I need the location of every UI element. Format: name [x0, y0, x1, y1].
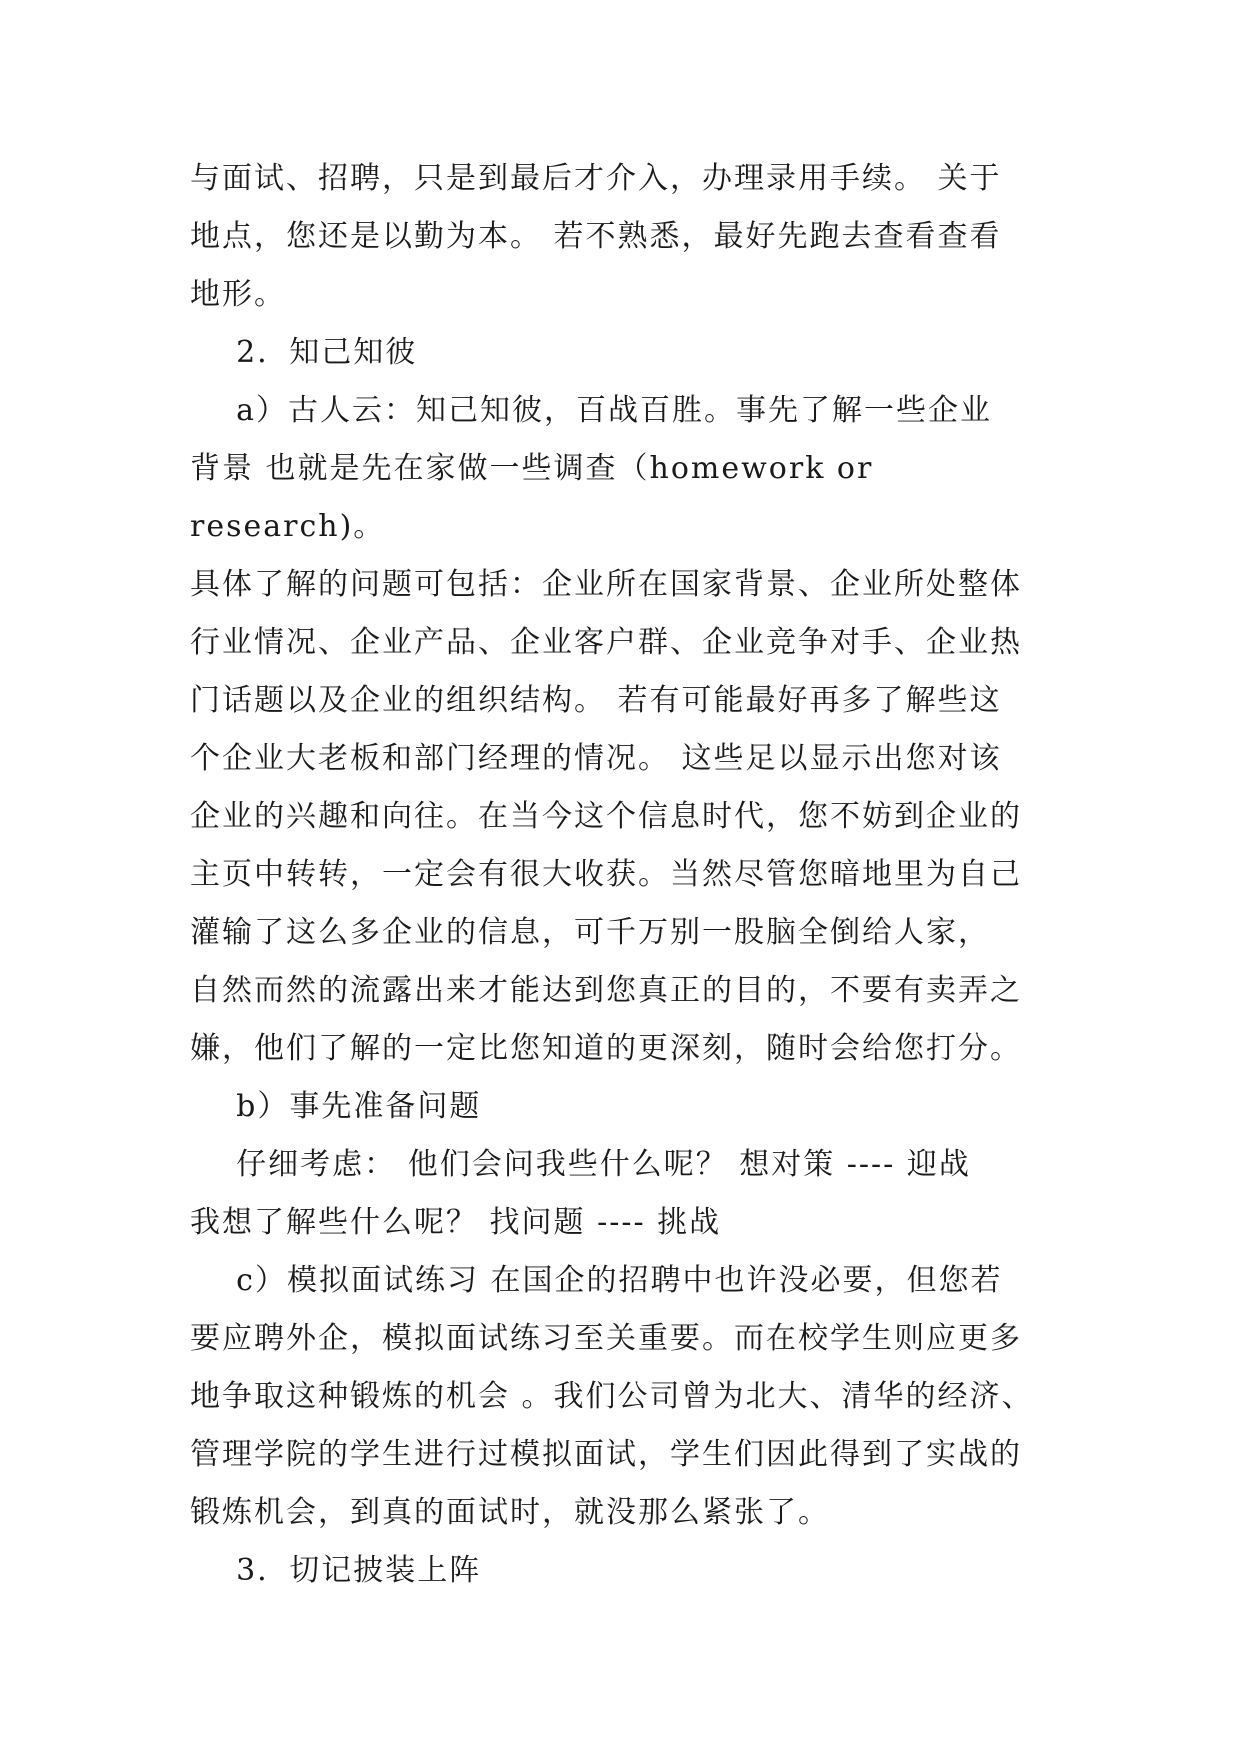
text-line: 我想了解些什么呢？ 找问题 ---- 挑战	[190, 1205, 722, 1240]
text-line: c）模拟面试练习 在国企的招聘中也许没必要，但您若	[190, 1263, 1003, 1298]
text-line: 地点，您还是以勤为本。 若不熟悉，最好先跑去查看查看	[190, 219, 1002, 254]
subsection-heading: b）事先准备问题	[190, 1089, 482, 1124]
text-line: 自然而然的流露出来才能达到您真正的目的，不要有卖弄之	[190, 973, 1022, 1008]
text-line: 企业的兴趣和向往。在当今这个信息时代，您不妨到企业的	[190, 799, 1022, 834]
document-body	[190, 150, 1070, 1600]
text-line: 管理学院的学生进行过模拟面试，学生们因此得到了实战的	[190, 1437, 1022, 1472]
section-heading: 3．切记披装上阵	[190, 1553, 482, 1588]
text-line: 仔细考虑： 他们会问我些什么呢？ 想对策 ---- 迎战	[190, 1147, 971, 1182]
text-line: 灌输了这么多企业的信息，可千万别一股脑全倒给人家，	[190, 915, 990, 950]
text-line: 地争取这种锻炼的机会 。我们公司曾为北大、清华的经济、	[190, 1379, 1034, 1414]
text-line: 个企业大老板和部门经理的情况。 这些足以显示出您对该	[190, 741, 1002, 776]
text-line: 与面试、招聘，只是到最后才介入，办理录用手续。 关于	[190, 161, 1002, 196]
text-line: 嫌，他们了解的一定比您知道的更深刻，随时会给您打分。	[190, 1031, 1022, 1066]
text-line: 具体了解的问题可包括：企业所在国家背景、企业所处整体	[190, 567, 1022, 602]
text-line: 地形。	[190, 277, 286, 312]
text-line: 要应聘外企，模拟面试练习至关重要。而在校学生则应更多	[190, 1321, 1022, 1356]
text-line: 主页中转转，一定会有很大收获。当然尽管您暗地里为自己	[190, 857, 1022, 892]
text-line: 背景 也就是先在家做一些调查（homework or research)。	[190, 451, 885, 544]
section-heading: 2．知己知彼	[190, 335, 418, 370]
text-line: a）古人云：知己知彼，百战百胜。事先了解一些企业	[190, 393, 993, 428]
text-line: 行业情况、企业产品、企业客户群、企业竞争对手、企业热	[190, 625, 1022, 660]
text-line: 门话题以及企业的组织结构。 若有可能最好再多了解些这	[190, 683, 1002, 718]
text-line: 锻炼机会，到真的面试时，就没那么紧张了。	[190, 1495, 830, 1530]
